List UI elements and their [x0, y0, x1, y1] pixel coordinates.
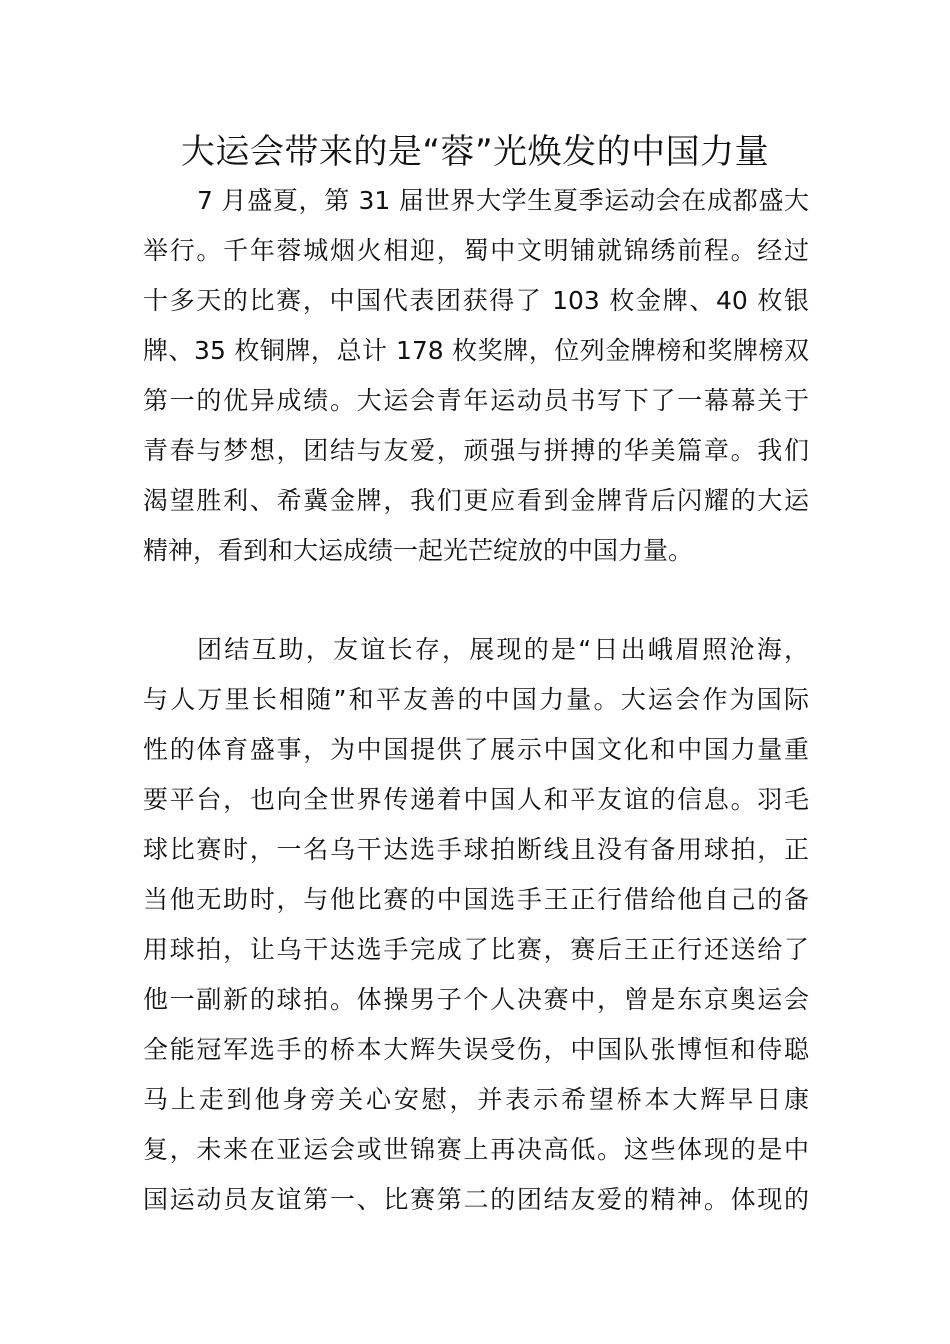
- paragraph-line: 与人万里长相随”和平友善的中国力量。大运会作为国际: [143, 685, 809, 714]
- paragraph-line: 精神，看到和大运成绩一起光芒绽放的中国力量。: [143, 536, 694, 565]
- paragraph-line: 牌、35 枚铜牌，总计 178 枚奖牌，位列金牌榜和奖牌榜双: [143, 336, 809, 365]
- paragraph-line: 青春与梦想，团结与友爱，顽强与拼搏的华美篇章。我们: [143, 436, 809, 465]
- paragraph-1: [143, 176, 809, 576]
- paragraph-line: 复，未来在亚运会或世锦赛上再决高低。这些体现的是中: [143, 1135, 809, 1164]
- paragraph-line: 球比赛时，一名乌干达选手球拍断线且没有备用球拍，正: [143, 835, 809, 864]
- paragraph-line: 第一的优异成绩。大运会青年运动员书写下了一幕幕关于: [143, 386, 809, 415]
- paragraph-line: 当他无助时，与他比赛的中国选手王正行借给他自己的备: [143, 885, 809, 914]
- paragraph-line: 用球拍，让乌干达选手完成了比赛，赛后王正行还送给了: [143, 935, 809, 964]
- document-title: 大运会带来的是“蓉”光焕发的中国力量: [180, 132, 770, 172]
- paragraph-line: 渴望胜利、希冀金牌，我们更应看到金牌背后闪耀的大运: [143, 486, 809, 515]
- paragraph-line: 全能冠军选手的桥本大辉失误受伤，中国队张博恒和侍聪: [143, 1035, 809, 1064]
- paragraph-line: 团结互助，友谊长存，展现的是“日出峨眉照沧海，: [197, 635, 809, 664]
- paragraph-2: [143, 625, 809, 1225]
- paragraph-line: 要平台，也向全世界传递着中国人和平友谊的信息。羽毛: [143, 785, 809, 814]
- paragraph-line: 十多天的比赛，中国代表团获得了 103 枚金牌、40 枚银: [143, 286, 809, 315]
- paragraph-line: 性的体育盛事，为中国提供了展示中国文化和中国力量重: [143, 735, 809, 764]
- paragraph-line: 马上走到他身旁关心安慰，并表示希望桥本大辉早日康: [143, 1085, 809, 1114]
- paragraph-line: 7 月盛夏，第 31 届世界大学生夏季运动会在成都盛大: [197, 186, 809, 215]
- paragraph-line: 他一副新的球拍。体操男子个人决赛中，曾是东京奥运会: [143, 985, 809, 1014]
- paragraph-line: 举行。千年蓉城烟火相迎，蜀中文明铺就锦绣前程。经过: [143, 236, 809, 265]
- paragraph-line: 国运动员友谊第一、比赛第二的团结友爱的精神。体现的: [143, 1185, 809, 1214]
